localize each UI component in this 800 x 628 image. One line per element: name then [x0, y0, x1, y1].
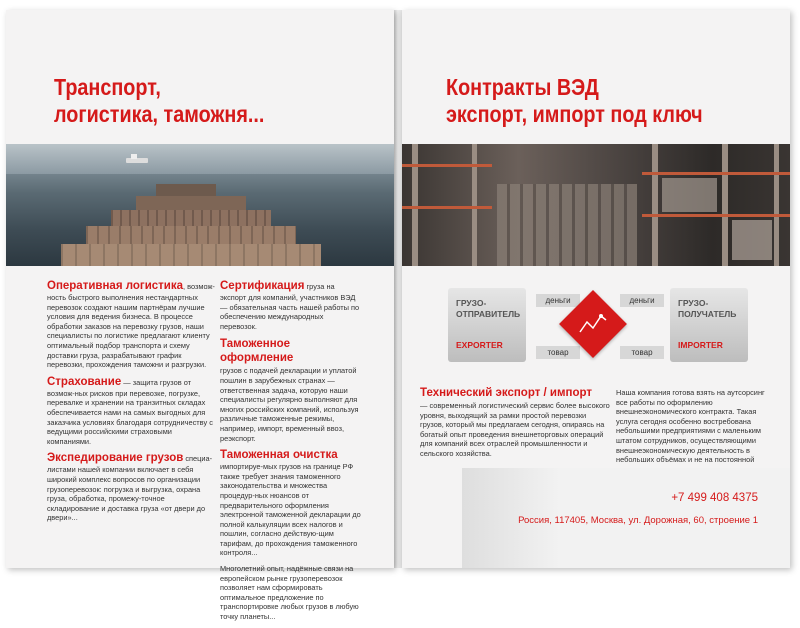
money-arrow-left: деньги: [536, 294, 580, 307]
trade-scheme-diagram: [448, 280, 748, 375]
right-headline-line1: Контракты ВЭД: [446, 74, 599, 100]
clearance-title: Таможенная очистка: [220, 449, 338, 462]
customs-text: грузов с подачей декларации и уплатой пошлин в зарубежных странах — ответственная задача, которую наши специалисты регулярно выполняют для многих российских компаний, используя различные таможенные режимы, например, импорт, временный ввоз, реэкспорт.: [220, 366, 359, 443]
right-column-1: [420, 386, 610, 459]
insurance-block: [47, 376, 217, 447]
address: Россия, 117405, Москва, ул. Дорожная, 60, строение 1: [518, 515, 758, 526]
importer-box: [670, 288, 748, 362]
left-column-1: [47, 280, 217, 529]
goods-arrow-right: товар: [620, 346, 664, 359]
forwarding-block: [47, 452, 217, 523]
customs-title: Таможенное оформление: [220, 338, 294, 365]
left-headline-line1: Транспорт,: [54, 74, 161, 100]
tech-export-text: — современный логистический сервис более высокого уровня, выходящий за рамки простой перевозки грузов, который мы предлагаем сегодня, опираясь на богатый опыт проведения внешнеторговых операций для компаний всех отраслей промышленности и сельского хозяйства.: [420, 401, 610, 458]
right-headline: [446, 74, 703, 128]
left-headline: [54, 74, 264, 128]
exporter-en-label: EXPORTER: [456, 340, 503, 350]
phone-number: +7 499 408 4375: [671, 492, 758, 504]
certification-title: Сертификация: [220, 280, 305, 292]
trade-emblem-icon: [577, 310, 609, 338]
outsourcing-text: Наша компания готова взять на аутсорсинг все работы по оформлению внешнеэкономического контракта. Такая услуга сегодня особенно востребована небольшими предприятиями с маленьким штатом сотрудников, осуществляющими внешнеэкономическую деятельность в небольших объёмах и не на постоянной: [616, 388, 765, 465]
certification-text: груза на экспорт для компаний, участников ВЭД — обязательная часть нашей работы по обеспечению международных перевозок.: [220, 282, 360, 331]
logistics-text: , возмож-ность быстрого выполнения нестандартных перевозок создают нашим партнёрам лучшие условия для ведения бизнеса. В процессе обработки заказов на перевозку грузов, наши специалисты по логистике предлагают клиенту оптимальный подбор транспорта и схему доставки груза, разрабатывают график перевозки, прохождения таможни и разгрузки.: [47, 282, 215, 370]
forwarding-title: Экспедирование грузов: [47, 452, 184, 465]
contact-panel: [462, 468, 790, 568]
clearance-text: импортируе-мых грузов на границе РФ также требует знания таможенного законодательства и множества процедур-ных нюансов от предварительного оформления электронной таможенной декларации до полной калькуляции всех налогов и пошлин, согласно действую-щим тарифам, до прохождения таможенного контроля...: [220, 462, 361, 558]
importer-label: ГРУЗО- ПОЛУЧАТЕЛЬ: [678, 298, 737, 319]
forwarding-text: специа-листами нашей компании включает в себя широкий комплекс вопросов по организации грузоперевозок: погрузка и выгрузка, охрана груза, обработка, промежу-точное складирование и доставка груза «от двери до двери»...: [47, 454, 213, 523]
cargo-ship-photo: [6, 144, 394, 266]
left-column-2: [220, 280, 362, 628]
importer-en-label: IMPORTER: [678, 340, 723, 350]
customs-block: [220, 337, 362, 443]
right-page: [402, 10, 790, 568]
left-page: [6, 10, 394, 622]
insurance-title: Страхование: [47, 375, 122, 388]
clearance-block: [220, 449, 362, 558]
left-headline-line2: логистика, таможня...: [54, 101, 265, 127]
certification-block: [220, 280, 362, 331]
insurance-text: — защита грузов от возмож-ных рисков при перевозке, погрузке, перевалке и хранении на транзитных складах обеспечивается нами на самых выгодных для заказчика условиях благодаря сотрудничеству с ведущими российскими страховыми компаниями.: [47, 377, 213, 446]
warehouse-photo: [402, 144, 790, 266]
logistics-block: [47, 280, 217, 370]
money-arrow-right: деньги: [620, 294, 664, 307]
goods-arrow-left: товар: [536, 346, 580, 359]
exporter-box: [448, 288, 526, 362]
right-headline-line2: экспорт, импорт под ключ: [446, 101, 703, 127]
experience-text: Многолетний опыт, надёжные связи на европейском рынке грузоперевозок позволяет нам сформировать оптимальное предложение по транспортировке любых грузов в любую точку планеты...: [220, 564, 359, 622]
tech-export-title: Технический экспорт / импорт: [420, 387, 592, 399]
exporter-label: ГРУЗО- ОТПРАВИТЕЛЬ: [456, 298, 521, 319]
logistics-title: Оперативная логистика: [47, 280, 184, 292]
